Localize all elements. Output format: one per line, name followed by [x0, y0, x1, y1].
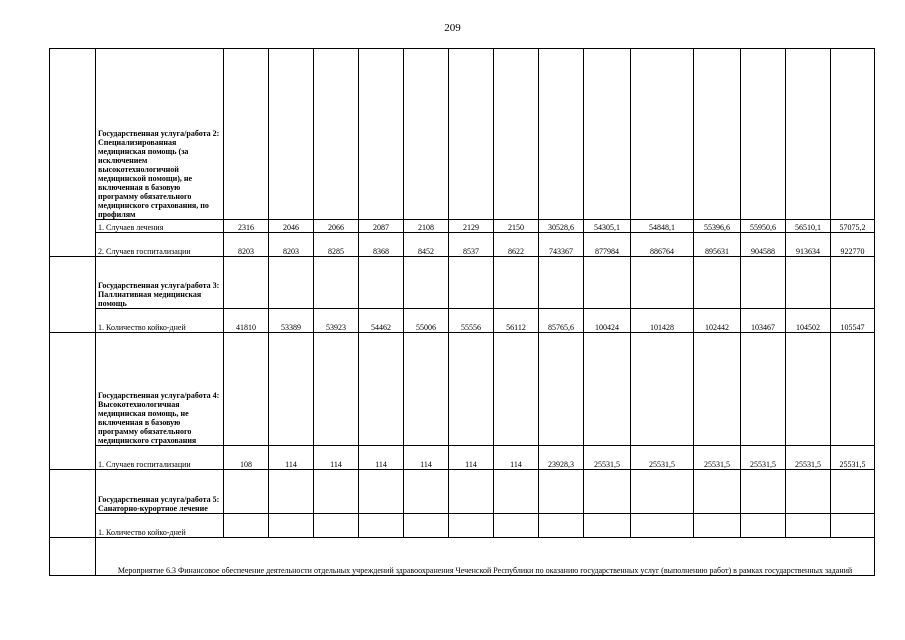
- empty-cell: [631, 333, 694, 446]
- empty-cell: [359, 470, 404, 514]
- value-cell: 904588: [741, 233, 786, 257]
- empty-cell: [831, 257, 875, 309]
- table-row: [50, 220, 875, 233]
- value-cell: 114: [269, 446, 314, 470]
- value-cell: 104502: [786, 309, 831, 333]
- value-cell: 23928,3: [539, 446, 584, 470]
- empty-cell: [404, 49, 449, 220]
- value-cell: 913634: [786, 233, 831, 257]
- value-cell: [584, 514, 631, 538]
- value-cell: [786, 514, 831, 538]
- value-cell: 56112: [494, 309, 539, 333]
- empty-cell: [359, 257, 404, 309]
- empty-cell: [494, 333, 539, 446]
- empty-cell: [584, 470, 631, 514]
- value-cell: 85765,6: [539, 309, 584, 333]
- value-cell: 57075,2: [831, 220, 875, 233]
- empty-cell: [224, 49, 269, 220]
- value-cell: 8368: [359, 233, 404, 257]
- value-cell: 25531,5: [741, 446, 786, 470]
- table-row: [50, 233, 875, 257]
- value-cell: 53389: [269, 309, 314, 333]
- value-cell: 103467: [741, 309, 786, 333]
- value-cell: 25531,5: [786, 446, 831, 470]
- value-cell: [741, 514, 786, 538]
- empty-cell: [404, 257, 449, 309]
- section-title-row: [50, 257, 875, 309]
- value-cell: 25531,5: [831, 446, 875, 470]
- empty-cell: [741, 333, 786, 446]
- empty-cell: [694, 470, 741, 514]
- value-cell: [404, 514, 449, 538]
- value-cell: 55396,6: [694, 220, 741, 233]
- table-body: [50, 49, 875, 576]
- value-cell: [494, 514, 539, 538]
- empty-cell: [631, 257, 694, 309]
- value-cell: 886764: [631, 233, 694, 257]
- indicator-label: 1. Случаев госпитализации: [96, 446, 224, 470]
- empty-cell: [494, 257, 539, 309]
- empty-cell: [631, 49, 694, 220]
- section-title: Государственная услуга/работа 4: Высокотехнологичная медицинская помощь, не включенная в базовую программу обязательного медицинского страхования: [96, 333, 224, 446]
- value-cell: 30528,6: [539, 220, 584, 233]
- value-cell: 114: [494, 446, 539, 470]
- value-cell: 53923: [314, 309, 359, 333]
- section-title-row: [50, 333, 875, 446]
- indicator-label: 1. Случаев лечения: [96, 220, 224, 233]
- value-cell: [359, 514, 404, 538]
- value-cell: 8622: [494, 233, 539, 257]
- empty-cell: [694, 257, 741, 309]
- empty-cell: [404, 470, 449, 514]
- empty-cell: [404, 333, 449, 446]
- empty-cell: [694, 49, 741, 220]
- value-cell: 895631: [694, 233, 741, 257]
- value-cell: [314, 514, 359, 538]
- value-cell: 114: [404, 446, 449, 470]
- value-cell: [631, 514, 694, 538]
- value-cell: 41810: [224, 309, 269, 333]
- empty-cell: [584, 257, 631, 309]
- value-cell: 2316: [224, 220, 269, 233]
- value-cell: 25531,5: [694, 446, 741, 470]
- empty-cell: [224, 470, 269, 514]
- value-cell: 2150: [494, 220, 539, 233]
- value-cell: 114: [449, 446, 494, 470]
- value-cell: 54848,1: [631, 220, 694, 233]
- value-cell: [539, 514, 584, 538]
- value-cell: [224, 514, 269, 538]
- value-cell: 2066: [314, 220, 359, 233]
- empty-cell: [539, 49, 584, 220]
- value-cell: 8203: [269, 233, 314, 257]
- value-cell: 2046: [269, 220, 314, 233]
- empty-cell: [359, 333, 404, 446]
- value-cell: 2129: [449, 220, 494, 233]
- empty-cell: [269, 333, 314, 446]
- value-cell: 114: [359, 446, 404, 470]
- row-number-cell: [50, 538, 96, 576]
- empty-cell: [741, 49, 786, 220]
- value-cell: 108: [224, 446, 269, 470]
- value-cell: 102442: [694, 309, 741, 333]
- empty-cell: [359, 49, 404, 220]
- empty-cell: [831, 470, 875, 514]
- indicator-label: 1. Количество койко-дней: [96, 514, 224, 538]
- value-cell: 8452: [404, 233, 449, 257]
- value-cell: 8285: [314, 233, 359, 257]
- value-cell: 105547: [831, 309, 875, 333]
- value-cell: 877984: [584, 233, 631, 257]
- value-cell: 101428: [631, 309, 694, 333]
- empty-cell: [631, 470, 694, 514]
- empty-cell: [539, 470, 584, 514]
- table-row: [50, 309, 875, 333]
- value-cell: 2087: [359, 220, 404, 233]
- empty-cell: [741, 470, 786, 514]
- empty-cell: [269, 257, 314, 309]
- value-cell: 8203: [224, 233, 269, 257]
- measure-note: Мероприятие 6.3 Финансовое обеспечение деятельности отдельных учреждений здравоохранения Чеченской Республики по оказанию государственных услуг (выполнению работ) в рамках государственных заданий: [96, 538, 875, 576]
- indicator-label: 1. Количество койко-дней: [96, 309, 224, 333]
- value-cell: 55556: [449, 309, 494, 333]
- empty-cell: [786, 470, 831, 514]
- measure-row: [50, 538, 875, 576]
- empty-cell: [314, 333, 359, 446]
- value-cell: 56510,1: [786, 220, 831, 233]
- section-title: Государственная услуга/работа 3: Паллиативная медицинская помощь: [96, 257, 224, 309]
- row-number-cell: [50, 333, 96, 470]
- value-cell: 54462: [359, 309, 404, 333]
- empty-cell: [449, 333, 494, 446]
- value-cell: 100424: [584, 309, 631, 333]
- empty-cell: [269, 49, 314, 220]
- value-cell: 2108: [404, 220, 449, 233]
- empty-cell: [584, 333, 631, 446]
- empty-cell: [831, 49, 875, 220]
- value-cell: 114: [314, 446, 359, 470]
- row-number-cell: [50, 470, 96, 538]
- empty-cell: [449, 257, 494, 309]
- empty-cell: [494, 470, 539, 514]
- empty-cell: [831, 333, 875, 446]
- empty-cell: [314, 257, 359, 309]
- empty-cell: [314, 49, 359, 220]
- empty-cell: [224, 257, 269, 309]
- indicator-label: 2. Случаев госпитализации: [96, 233, 224, 257]
- section-title-row: [50, 49, 875, 220]
- empty-cell: [539, 333, 584, 446]
- section-title-row: [50, 470, 875, 514]
- empty-cell: [224, 333, 269, 446]
- value-cell: 25531,5: [584, 446, 631, 470]
- empty-cell: [449, 470, 494, 514]
- value-cell: 55950,6: [741, 220, 786, 233]
- value-cell: [449, 514, 494, 538]
- empty-cell: [584, 49, 631, 220]
- page-number: 209: [444, 22, 461, 34]
- table-row: [50, 446, 875, 470]
- table-row: [50, 514, 875, 538]
- value-cell: 54305,1: [584, 220, 631, 233]
- empty-cell: [786, 49, 831, 220]
- indicators-table: [49, 48, 875, 576]
- empty-cell: [786, 257, 831, 309]
- section-title: Государственная услуга/работа 2: Специализированная медицинская помощь (за исключением высокотехнологичной медицинской помощи), не включенная в базовую программу обязательного медицинского страхования, по профилям: [96, 49, 224, 220]
- empty-cell: [539, 257, 584, 309]
- value-cell: [694, 514, 741, 538]
- value-cell: 55006: [404, 309, 449, 333]
- empty-cell: [694, 333, 741, 446]
- row-number-cell: [50, 257, 96, 333]
- empty-cell: [449, 49, 494, 220]
- value-cell: 922770: [831, 233, 875, 257]
- empty-cell: [786, 333, 831, 446]
- value-cell: 25531,5: [631, 446, 694, 470]
- section-title: Государственная услуга/работа 5: Санаторно-курортное лечение: [96, 470, 224, 514]
- empty-cell: [269, 470, 314, 514]
- value-cell: [269, 514, 314, 538]
- empty-cell: [314, 470, 359, 514]
- value-cell: 743367: [539, 233, 584, 257]
- row-number-cell: [50, 49, 96, 257]
- value-cell: 8537: [449, 233, 494, 257]
- empty-cell: [741, 257, 786, 309]
- empty-cell: [494, 49, 539, 220]
- value-cell: [831, 514, 875, 538]
